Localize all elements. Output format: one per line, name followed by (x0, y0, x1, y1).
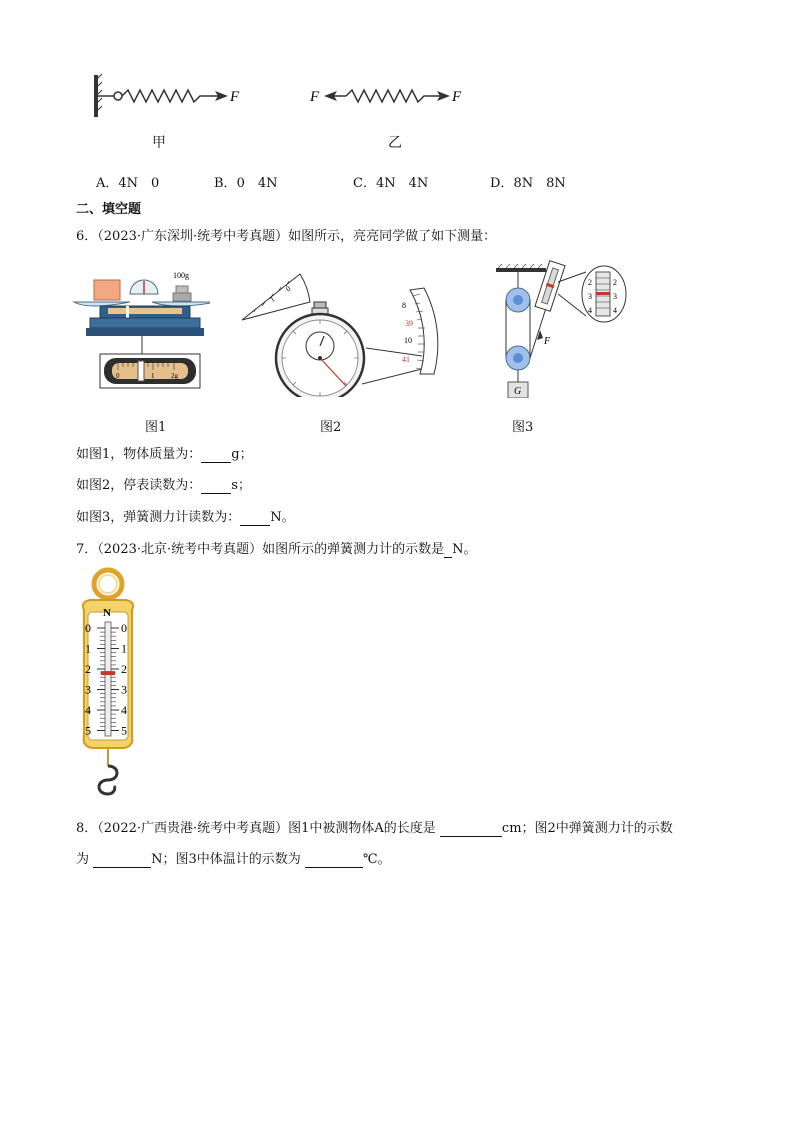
dial-number: 8 (402, 301, 406, 310)
force-label: F (544, 336, 551, 347)
q8-line2-unit: ℃。 (362, 852, 391, 867)
scale-tick-label: 4 (121, 703, 127, 717)
fig3-caption: 图3 (512, 420, 534, 435)
scale-tick-label: 1 (85, 641, 91, 656)
scale-unit-label: N (103, 607, 111, 619)
q8-answer-temperature[interactable] (305, 852, 363, 868)
q8-line2 (76, 848, 391, 868)
balance-figure (70, 266, 210, 398)
scale-tick-label: 4 (613, 306, 617, 315)
q7-answer[interactable] (444, 542, 452, 558)
q6-answer-time[interactable] (201, 478, 231, 494)
q8-line1-mid: cm；图2中弹簧测力计的示数 (501, 821, 673, 836)
option-c[interactable] (353, 172, 428, 191)
q6-line2 (76, 474, 251, 494)
inner-dial-zoom (242, 274, 310, 320)
q6-line3-prefix: 如图3，弹簧测力计读数为： (76, 510, 241, 525)
scale-tick-label: 5 (121, 723, 127, 738)
scale-tick-label: 4 (85, 703, 91, 717)
spring-scale-figure (76, 566, 142, 806)
dial-number: 41 (402, 355, 410, 364)
scale-tick-label: 3 (613, 292, 617, 301)
option-d[interactable] (490, 172, 566, 191)
q7-stem-suffix: N。 (452, 542, 477, 557)
q8-answer-force[interactable] (93, 852, 151, 868)
caption-yi: 乙 (388, 135, 402, 151)
fig1-caption: 图1 (145, 420, 167, 435)
scale-hook-icon (99, 766, 117, 794)
scale-tick-label: 4 (588, 306, 592, 315)
object-block (94, 280, 120, 300)
q6-answer-mass[interactable] (201, 447, 231, 463)
weight-icon (173, 293, 191, 301)
scale-tick-label: 3 (85, 682, 91, 697)
q8-line2-prefix: 为 (76, 852, 90, 867)
stopwatch-figure (238, 272, 448, 397)
q6-line3-unit: N。 (270, 510, 295, 525)
dial-number: 39 (405, 319, 413, 328)
q7-stem (76, 538, 477, 558)
q6-line2-prefix: 如图2，停表读数为： (76, 478, 202, 493)
fig2-caption: 图2 (320, 420, 342, 435)
scale-tick-label: 0 (85, 621, 91, 635)
spring-right (346, 90, 434, 102)
q6-answer-force[interactable] (240, 510, 270, 526)
option-b[interactable] (214, 172, 277, 191)
scale-tick-label: 0 (121, 621, 127, 635)
q8-line2-mid: N；图3中体温计的示数为 (151, 852, 301, 867)
q7-stem-prefix: 7．（2023·北京·统考中考真题）如图所示的弹簧测力计的示数是 (76, 542, 445, 557)
load-label: G (514, 386, 522, 397)
ruler-tick-label: 0 (116, 372, 120, 380)
q6-line3 (76, 506, 295, 526)
scale-pointer (101, 671, 115, 675)
option-letter: B． (214, 176, 237, 191)
ruler-tick-label: 2g (171, 372, 178, 380)
q6-line1 (76, 443, 253, 463)
scale-tick-label: 2 (613, 278, 617, 287)
scale-tick-label: 5 (85, 723, 91, 738)
spring-figure-top (88, 70, 488, 160)
scale-tick-label: 2 (85, 662, 91, 676)
option-text: 4N 4N (375, 176, 429, 191)
svg-text:0: 0 (283, 283, 293, 294)
scale-tick-label: 3 (121, 682, 127, 697)
pulley-figure (490, 258, 640, 398)
caption-jia: 甲 (152, 135, 166, 151)
dial-number: 10 (404, 336, 412, 345)
option-a[interactable] (96, 172, 159, 191)
force-label-right-b: F (452, 89, 462, 105)
arrow-up-icon (537, 330, 543, 340)
q6-line1-unit: g； (231, 447, 253, 462)
section-heading: 二、填空题 (76, 202, 142, 217)
option-text: 4N 0 (118, 176, 160, 191)
scale-tick-label: 3 (588, 292, 592, 301)
spring-left (122, 90, 206, 102)
option-letter: C． (353, 176, 376, 191)
q8-line1 (76, 817, 673, 837)
spring-ring (114, 92, 122, 100)
option-letter: A． (96, 176, 119, 191)
option-text: 8N 8N (513, 176, 566, 191)
weight-label: 100g (173, 271, 189, 280)
option-letter: D． (490, 176, 514, 191)
force-label-right-a: F (310, 89, 320, 105)
q8-line1-prefix: 8．（2022·广西贵港·统考中考真题）图1中被测物体A的长度是 (76, 821, 436, 836)
scale-tick-label: 2 (121, 662, 127, 676)
q6-line2-unit: s； (231, 478, 251, 493)
force-label-left: F (230, 89, 240, 105)
scale-tick-label: 2 (588, 278, 592, 287)
scale-tick-label: 1 (121, 641, 127, 656)
q6-stem: 6．（2023·广东深圳·统考中考真题）如图所示，亮亮同学做了如下测量： (76, 229, 497, 244)
q8-answer-length[interactable] (440, 821, 502, 837)
ruler-tick-label: 1 (151, 372, 155, 380)
option-text: 0 4N (236, 176, 278, 191)
svg-text:1: 1 (269, 295, 277, 304)
q6-line1-prefix: 如图1，物体质量为： (76, 447, 202, 462)
